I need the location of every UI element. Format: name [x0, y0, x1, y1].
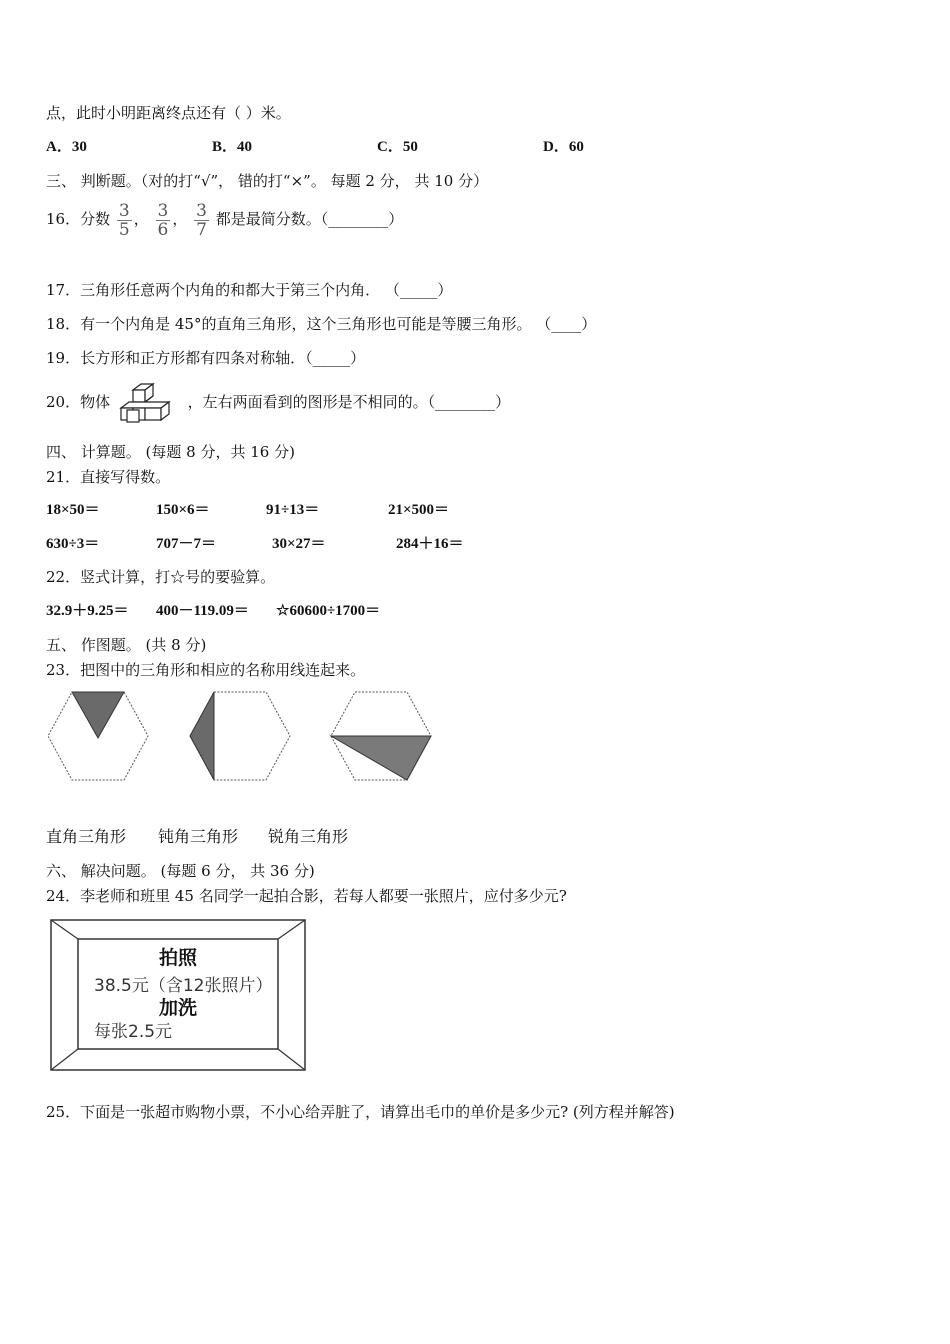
section-3-title: 三、 判断题。（对的打“√”， 错的打“×”。 每题 2 分， 共 10 分）	[46, 172, 489, 190]
q20-prefix: 20．物体	[46, 393, 111, 411]
question-25: 25．下面是一张超市购物小票，不小心给弄脏了，请算出毛巾的单价是多少元? (列方程并解答)	[46, 1103, 675, 1121]
q16-suffix: 都是最简分数。（________）	[215, 210, 404, 228]
q20-suffix: ，左右两面看到的图形是不相同的。（________）	[187, 393, 511, 411]
question-24: 24．李老师和班里 45 名同学一起拍合影，若每人都要一张照片，应付多少元?	[46, 887, 567, 905]
q16-prefix: 16．分数	[46, 210, 111, 228]
sign-title-reprint: 加洗	[158, 997, 197, 1019]
hexagon-figure-1	[46, 690, 150, 782]
question-22: 22．竖式计算，打☆号的要验算。	[46, 568, 276, 586]
calc-item: 630÷3＝	[46, 536, 100, 552]
triangle-name: 钝角三角形	[158, 827, 239, 846]
fraction-3-5	[117, 202, 132, 239]
section-4-title: 四、 计算题。 (每题 8 分，共 16 分)	[46, 443, 295, 461]
vertical-calc-item: 400－119.09＝	[156, 603, 249, 619]
section-5-title: 五、 作图题。 (共 8 分)	[46, 636, 207, 654]
hexagon-figure-2	[188, 690, 292, 782]
vertical-calc-item: ☆60600÷1700＝	[276, 603, 381, 619]
calc-item: 284＋16＝	[396, 536, 464, 552]
question-17: 17．三角形任意两个内角的和都大于第三个内角． （_____）	[46, 281, 453, 299]
cube-figure-icon	[117, 382, 181, 424]
q15-option-d: D．60	[543, 139, 584, 155]
question-18: 18．有一个内角是 45°的直角三角形，这个三角形也可能是等腰三角形。 （____）	[46, 315, 597, 333]
fraction-numerator: 3	[118, 200, 130, 221]
question-20	[46, 380, 510, 424]
fraction-3-7	[194, 202, 209, 239]
fraction-numerator: 3	[196, 200, 207, 221]
q15-option-c: C．50	[377, 139, 418, 155]
triangle-name: 锐角三角形	[268, 827, 349, 846]
hexagon-figure-3	[329, 690, 433, 782]
question-23: 23．把图中的三角形和相应的名称用线连起来。	[46, 661, 366, 679]
calc-item: 18×50＝	[46, 502, 100, 518]
q15-tail: 点，此时小明距离终点还有（ ）米。	[46, 104, 291, 122]
fraction-denominator: 6	[157, 219, 169, 240]
sign-title-photo: 拍照	[158, 947, 197, 969]
calc-item: 91÷13＝	[266, 502, 320, 518]
vertical-calc-item: 32.9＋9.25＝	[46, 603, 129, 619]
q15-option-a: A．30	[46, 139, 87, 155]
q16-sep: ，	[172, 210, 188, 228]
question-19: 19．长方形和正方形都有四条对称轴．（_____）	[46, 349, 366, 367]
calc-item: 707－7＝	[156, 536, 217, 552]
fraction-3-6	[156, 202, 171, 239]
calc-item: 150×6＝	[156, 502, 210, 518]
question-16	[46, 196, 403, 242]
calc-item: 30×27＝	[272, 536, 326, 552]
sign-price-photo: 38.5元（含12张照片）	[94, 976, 273, 996]
calc-item: 21×500＝	[388, 502, 450, 518]
photo-price-sign	[50, 919, 306, 1071]
fraction-numerator: 3	[157, 200, 169, 221]
triangle-name: 直角三角形	[46, 827, 127, 846]
q15-option-b: B．40	[212, 139, 253, 155]
sign-price-reprint: 每张2.5元	[94, 1022, 173, 1042]
section-6-title: 六、 解决问题。 (每题 6 分， 共 36 分)	[46, 862, 315, 880]
fraction-denominator: 5	[118, 219, 130, 240]
q16-sep: ，	[133, 210, 149, 228]
fraction-denominator: 7	[196, 219, 207, 240]
question-21: 21．直接写得数。	[46, 468, 171, 486]
